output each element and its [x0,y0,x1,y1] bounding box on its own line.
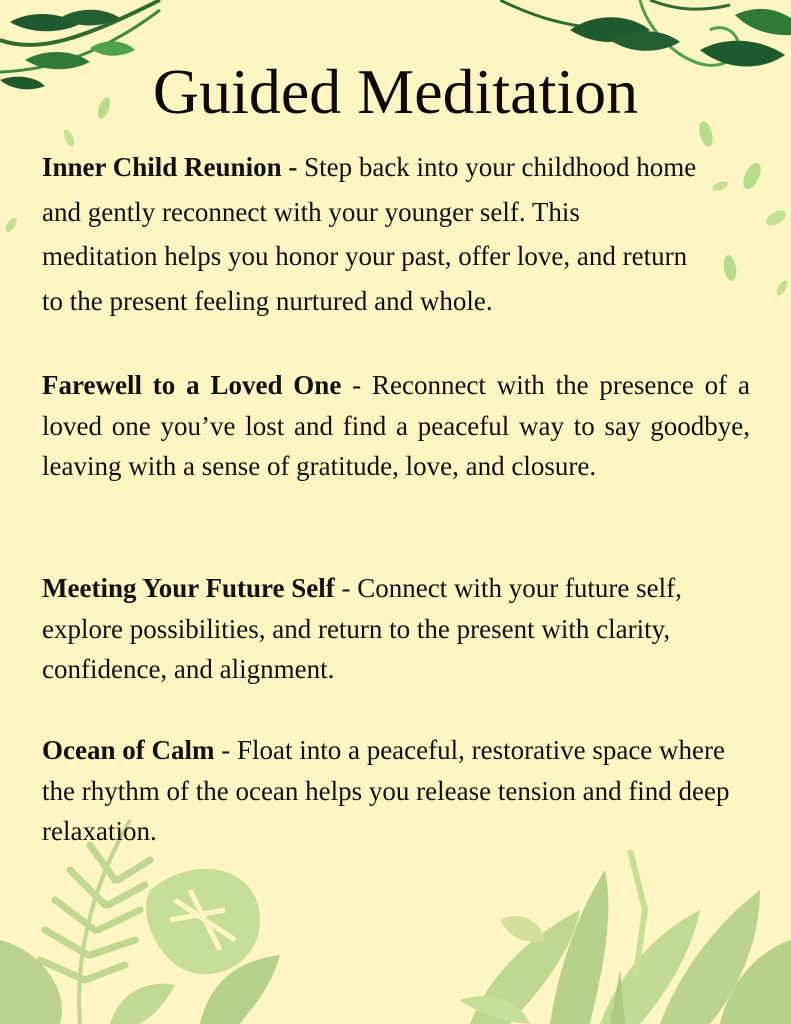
meditation-name: Meeting Your Future Self [42,573,335,603]
meditation-name: Inner Child Reunion - [42,152,298,182]
meditation-farewell-to-a-loved-one [42,365,750,487]
meditation-meeting-your-future-self [42,568,754,690]
meditation-description: - Connect with your future self, explore possibilities, and return to the present with clarity, confidence, and alignment. [42,573,682,684]
meditation-ocean-of-calm [42,730,732,852]
meditation-inner-child-reunion [42,145,702,323]
meditation-name: Ocean of Calm [42,735,215,765]
meditation-description: - Reconnect with the presence of a loved one you’ve lost and find a peaceful way to say goodbye, leaving with a sense of gratitude, love, and closure. [42,370,750,481]
meditation-description: - Float into a peaceful, restorative space where the rhythm of the ocean helps you release tension and find deep relaxation. [42,735,730,846]
meditation-description: Step back into your childhood home and gently reconnect with your younger self. This meditation helps you honor your past, offer love, and return to the present feeling nurtured and whole. [42,152,697,316]
meditation-name: Farewell to a Loved One [42,370,342,400]
page-title: Guided Meditation [152,56,639,127]
bottom-right-foliage-icon [430,850,791,1024]
